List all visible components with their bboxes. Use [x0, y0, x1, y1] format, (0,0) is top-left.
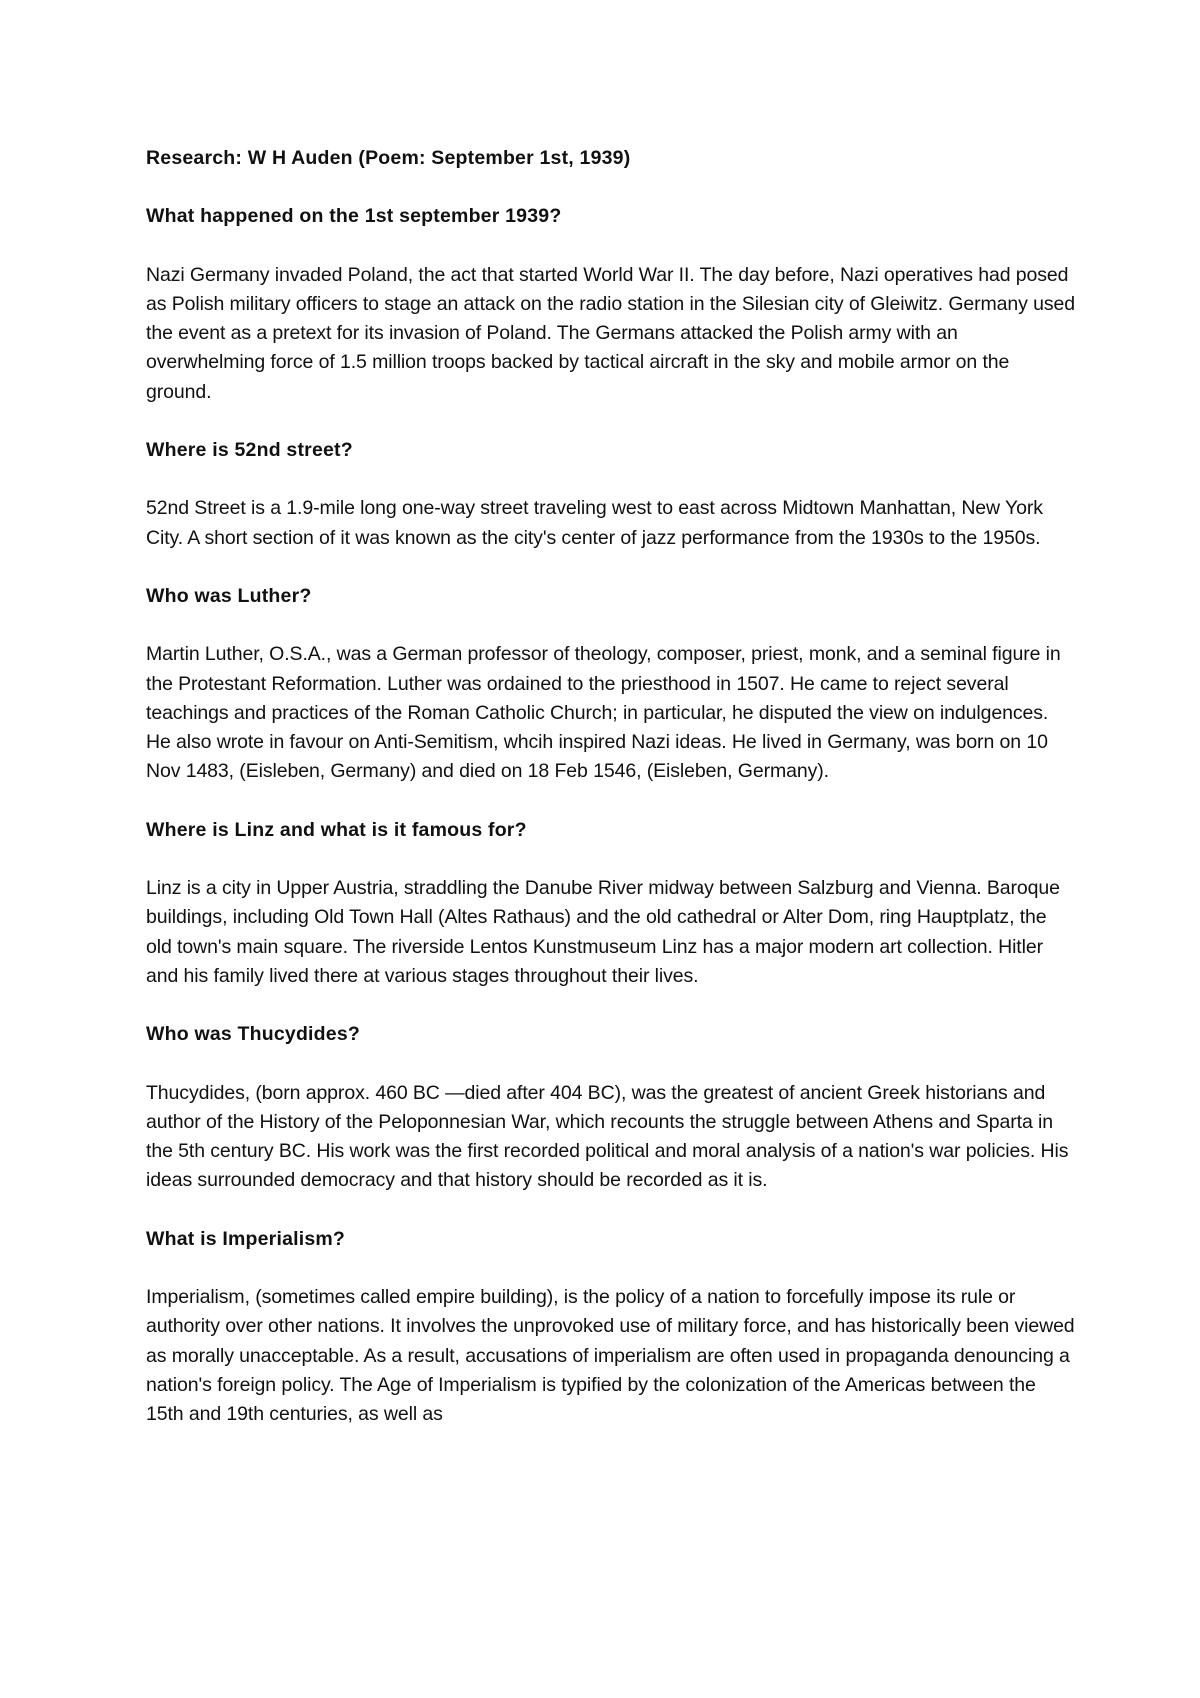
section-heading: Who was Thucydides?: [146, 1023, 360, 1046]
section-paragraph: Imperialism, (sometimes called empire building), is the policy of a nation to forcefully impose its rule or authority over other nations. It involves the unprovoked use of military force, and has historically been viewed as morally unacceptable. As a result, accusations of imperialism are often used in propaganda denouncing a nation's foreign policy. The Age of Imperialism is typified by the colonization of the Americas between the 15th and 19th centuries, as well as: [146, 1286, 1075, 1426]
section-paragraph: Linz is a city in Upper Austria, straddling the Danube River midway between Salzburg and Vienna. Baroque buildings, including Old Town Hall (Altes Rathaus) and the old cathedral or Alter Dom, ring Hauptplatz, the old town's main square. The riverside Lentos Kunstmuseum Linz has a major modern art collection. Hitler and his family lived there at various stages throughout their lives.: [146, 877, 1060, 987]
section-paragraph: Nazi Germany invaded Poland, the act that started World War II. The day before, Nazi operatives had posed as Polish military officers to stage an attack on the radio station in the Silesian city of Gleiwitz. Germany used the event as a pretext for its invasion of Poland. The Germans attacked the Polish army with an overwhelming force of 1.5 million troops backed by tactical aircraft in the sky and mobile armor on the ground.: [146, 263, 1076, 403]
section-heading: What happened on the 1st september 1939?: [146, 205, 562, 228]
section-heading: Who was Luther?: [146, 584, 312, 607]
section-heading: Where is Linz and what is it famous for?: [146, 818, 527, 841]
section-paragraph: Thucydides, (born approx. 460 BC —died after 404 BC), was the greatest of ancient Greek historians and author of the History of the Peloponnesian War, which recounts the struggle between Athens and Sparta in the 5th century BC. His work was the first recorded political and moral analysis of a nation's war policies. His ideas surrounded democracy and that history should be recorded as it is.: [146, 1081, 1069, 1192]
section-paragraph: Martin Luther, O.S.A., was a German professor of theology, composer, priest, monk, and a seminal figure in the Protestant Reformation. Luther was ordained to the priesthood in 1507. He came to reject several teachings and practices of the Roman Catholic Church; in particular, he disputed the view on indulgences. He also wrote in favour on Anti-Semitism, whcih inspired Nazi ideas. He lived in Germany, was born on 10 Nov 1483, (Eisleben, Germany) and died on 18 Feb 1546, (Eisleben, Germany).: [146, 643, 1061, 783]
section-heading: What is Imperialism?: [146, 1227, 346, 1250]
section-heading: Where is 52nd street?: [146, 439, 353, 462]
section-paragraph: 52nd Street is a 1.9-mile long one-way street traveling west to east across Midtown Manhattan, New York City. A short section of it was known as the city's center of jazz performance from the 1930s to the 1950s.: [146, 497, 1043, 549]
section-imperialism: [146, 1225, 1076, 1430]
section-thucydides: [146, 1020, 1076, 1195]
section-52nd-street: [146, 436, 1076, 553]
section-linz: [146, 816, 1076, 991]
document-body: [146, 144, 1076, 1459]
section-luther: [146, 582, 1076, 787]
section-september-1939: [146, 202, 1076, 407]
document-title: Research: W H Auden (Poem: September 1st, 1939): [146, 147, 631, 169]
